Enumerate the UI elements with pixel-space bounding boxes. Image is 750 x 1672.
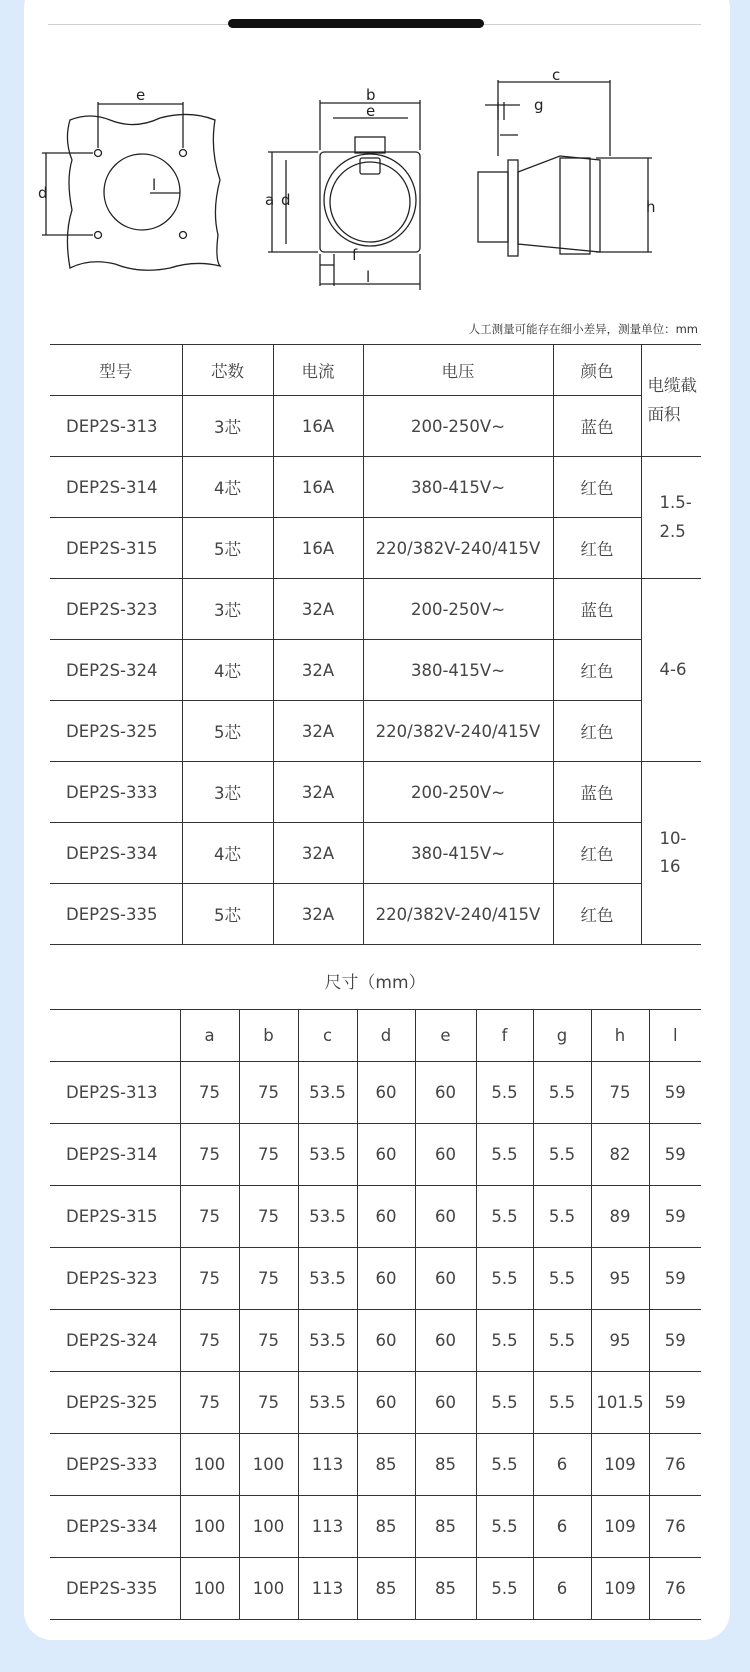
dim-value-cell: 101.5 bbox=[591, 1372, 649, 1434]
dim-l-label: l bbox=[152, 176, 157, 194]
dim-value-cell: 6 bbox=[533, 1434, 591, 1496]
table-row bbox=[50, 579, 701, 640]
dim-value-cell: 60 bbox=[415, 1372, 476, 1434]
dim-value-cell: 5.5 bbox=[533, 1248, 591, 1310]
dim-value-cell: 75 bbox=[239, 1248, 298, 1310]
model-cell: DEP2S-314 bbox=[50, 1124, 180, 1186]
color-cell: 红色 bbox=[553, 518, 641, 579]
voltage-cell: 380-415V~ bbox=[363, 823, 553, 884]
spec-header-row bbox=[50, 345, 701, 396]
dim-e-label: e bbox=[136, 86, 146, 104]
model-cell: DEP2S-313 bbox=[50, 1062, 180, 1124]
dim-value-cell: 75 bbox=[591, 1062, 649, 1124]
header-voltage: 电压 bbox=[363, 345, 553, 396]
dim-d-label-2: d bbox=[281, 191, 291, 209]
dim-value-cell: 5.5 bbox=[533, 1062, 591, 1124]
model-cell: DEP2S-324 bbox=[50, 1310, 180, 1372]
dim-value-cell: 60 bbox=[357, 1186, 415, 1248]
header-f: f bbox=[476, 1010, 533, 1062]
model-cell: DEP2S-334 bbox=[50, 823, 182, 884]
current-cell: 32A bbox=[273, 823, 363, 884]
dim-value-cell: 100 bbox=[180, 1496, 239, 1558]
dim-f-label: f bbox=[352, 246, 358, 264]
cores-cell: 5芯 bbox=[182, 701, 273, 762]
header-color: 颜色 bbox=[553, 345, 641, 396]
dim-value-cell: 76 bbox=[649, 1558, 701, 1620]
voltage-cell: 200-250V~ bbox=[363, 762, 553, 823]
header-blank bbox=[50, 1010, 180, 1062]
dim-value-cell: 113 bbox=[298, 1496, 357, 1558]
dim-value-cell: 5.5 bbox=[533, 1124, 591, 1186]
cable-size-cell: 1.5-2.5 bbox=[641, 457, 701, 579]
voltage-cell: 220/382V-240/415V bbox=[363, 884, 553, 945]
dim-value-cell: 53.5 bbox=[298, 1062, 357, 1124]
dim-value-cell: 60 bbox=[415, 1124, 476, 1186]
dim-value-cell: 95 bbox=[591, 1248, 649, 1310]
dim-value-cell: 109 bbox=[591, 1496, 649, 1558]
header-cable: 电缆截面积 bbox=[641, 345, 701, 457]
current-cell: 32A bbox=[273, 640, 363, 701]
table-row bbox=[50, 1310, 701, 1372]
dimension-table bbox=[50, 1009, 701, 1620]
dim-value-cell: 5.5 bbox=[476, 1124, 533, 1186]
header-l: l bbox=[649, 1010, 701, 1062]
table-row bbox=[50, 1496, 701, 1558]
table-row bbox=[50, 701, 701, 762]
dim-value-cell: 5.5 bbox=[476, 1558, 533, 1620]
current-cell: 16A bbox=[273, 396, 363, 457]
model-cell: DEP2S-323 bbox=[50, 1248, 180, 1310]
dim-value-cell: 60 bbox=[415, 1186, 476, 1248]
dim-value-cell: 100 bbox=[239, 1496, 298, 1558]
model-cell: DEP2S-314 bbox=[50, 457, 182, 518]
model-cell: DEP2S-323 bbox=[50, 579, 182, 640]
header-a: a bbox=[180, 1010, 239, 1062]
dim-value-cell: 76 bbox=[649, 1496, 701, 1558]
dim-value-cell: 75 bbox=[180, 1248, 239, 1310]
dim-g-label: g bbox=[534, 96, 544, 114]
dim-value-cell: 59 bbox=[649, 1062, 701, 1124]
color-cell: 蓝色 bbox=[553, 579, 641, 640]
cable-size-cell: 4-6 bbox=[641, 579, 701, 762]
current-cell: 32A bbox=[273, 884, 363, 945]
dim-value-cell: 6 bbox=[533, 1496, 591, 1558]
table-row bbox=[50, 640, 701, 701]
cores-cell: 4芯 bbox=[182, 640, 273, 701]
cores-cell: 3芯 bbox=[182, 579, 273, 640]
voltage-cell: 220/382V-240/415V bbox=[363, 701, 553, 762]
voltage-cell: 200-250V~ bbox=[363, 579, 553, 640]
model-cell: DEP2S-325 bbox=[50, 701, 182, 762]
dim-value-cell: 6 bbox=[533, 1558, 591, 1620]
dim-value-cell: 95 bbox=[591, 1310, 649, 1372]
dim-value-cell: 59 bbox=[649, 1124, 701, 1186]
dim-value-cell: 100 bbox=[180, 1434, 239, 1496]
panel-cutout-drawing bbox=[42, 102, 220, 270]
dim-value-cell: 53.5 bbox=[298, 1186, 357, 1248]
dimension-caption: 尺寸（mm） bbox=[324, 973, 426, 993]
dim-value-cell: 82 bbox=[591, 1124, 649, 1186]
dimension-diagram bbox=[0, 60, 750, 320]
cores-cell: 3芯 bbox=[182, 396, 273, 457]
cores-cell: 4芯 bbox=[182, 457, 273, 518]
side-view-drawing bbox=[478, 80, 652, 256]
dim-value-cell: 60 bbox=[357, 1124, 415, 1186]
dim-value-cell: 53.5 bbox=[298, 1248, 357, 1310]
model-cell: DEP2S-335 bbox=[50, 884, 182, 945]
model-cell: DEP2S-334 bbox=[50, 1496, 180, 1558]
model-cell: DEP2S-315 bbox=[50, 1186, 180, 1248]
table-row bbox=[50, 1434, 701, 1496]
spec-table bbox=[50, 344, 701, 945]
cores-cell: 5芯 bbox=[182, 518, 273, 579]
dim-value-cell: 60 bbox=[415, 1310, 476, 1372]
voltage-cell: 200-250V~ bbox=[363, 396, 553, 457]
color-cell: 红色 bbox=[553, 884, 641, 945]
dim-l-label-2: l bbox=[366, 268, 371, 286]
current-cell: 16A bbox=[273, 457, 363, 518]
dim-value-cell: 75 bbox=[180, 1062, 239, 1124]
model-cell: DEP2S-333 bbox=[50, 1434, 180, 1496]
table-row bbox=[50, 457, 701, 518]
model-cell: DEP2S-333 bbox=[50, 762, 182, 823]
dim-value-cell: 5.5 bbox=[533, 1372, 591, 1434]
dim-c-label: c bbox=[552, 66, 561, 84]
table-row bbox=[50, 884, 701, 945]
dim-header-row bbox=[50, 1010, 701, 1062]
model-cell: DEP2S-335 bbox=[50, 1558, 180, 1620]
model-cell: DEP2S-324 bbox=[50, 640, 182, 701]
dim-value-cell: 85 bbox=[357, 1496, 415, 1558]
header-e: e bbox=[415, 1010, 476, 1062]
dim-value-cell: 109 bbox=[591, 1434, 649, 1496]
dim-value-cell: 75 bbox=[239, 1062, 298, 1124]
dim-value-cell: 5.5 bbox=[476, 1372, 533, 1434]
dim-value-cell: 75 bbox=[239, 1186, 298, 1248]
dim-a-label: a bbox=[265, 191, 275, 209]
current-cell: 32A bbox=[273, 762, 363, 823]
dim-value-cell: 85 bbox=[415, 1496, 476, 1558]
model-cell: DEP2S-313 bbox=[50, 396, 182, 457]
dim-value-cell: 100 bbox=[180, 1558, 239, 1620]
voltage-cell: 220/382V-240/415V bbox=[363, 518, 553, 579]
dim-e-label-2: e bbox=[366, 102, 376, 120]
header-model: 型号 bbox=[50, 345, 182, 396]
dim-value-cell: 53.5 bbox=[298, 1124, 357, 1186]
table-row bbox=[50, 1558, 701, 1620]
table-row bbox=[50, 1372, 701, 1434]
table-row bbox=[50, 762, 701, 823]
dim-value-cell: 60 bbox=[357, 1310, 415, 1372]
dim-value-cell: 75 bbox=[180, 1186, 239, 1248]
dim-value-cell: 60 bbox=[357, 1372, 415, 1434]
dim-value-cell: 85 bbox=[415, 1434, 476, 1496]
cable-size-cell: 10-16 bbox=[641, 762, 701, 945]
header-current: 电流 bbox=[273, 345, 363, 396]
cores-cell: 3芯 bbox=[182, 762, 273, 823]
header-b: b bbox=[239, 1010, 298, 1062]
dim-value-cell: 100 bbox=[239, 1558, 298, 1620]
model-cell: DEP2S-315 bbox=[50, 518, 182, 579]
dim-value-cell: 5.5 bbox=[476, 1434, 533, 1496]
dim-value-cell: 85 bbox=[415, 1558, 476, 1620]
dim-value-cell: 5.5 bbox=[533, 1310, 591, 1372]
color-cell: 红色 bbox=[553, 457, 641, 518]
dim-value-cell: 5.5 bbox=[476, 1186, 533, 1248]
header-d: d bbox=[357, 1010, 415, 1062]
table-row bbox=[50, 1248, 701, 1310]
dim-value-cell: 53.5 bbox=[298, 1310, 357, 1372]
measurement-note: 人工测量可能存在细小差异，测量单位：mm bbox=[468, 322, 698, 336]
dim-value-cell: 75 bbox=[180, 1124, 239, 1186]
header-c: c bbox=[298, 1010, 357, 1062]
dim-value-cell: 75 bbox=[180, 1310, 239, 1372]
dim-value-cell: 53.5 bbox=[298, 1372, 357, 1434]
color-cell: 蓝色 bbox=[553, 762, 641, 823]
dim-value-cell: 89 bbox=[591, 1186, 649, 1248]
current-cell: 16A bbox=[273, 518, 363, 579]
table-row bbox=[50, 518, 701, 579]
dim-value-cell: 75 bbox=[239, 1310, 298, 1372]
dim-d-label: d bbox=[38, 184, 48, 202]
dim-value-cell: 113 bbox=[298, 1434, 357, 1496]
dim-value-cell: 100 bbox=[239, 1434, 298, 1496]
header-cores: 芯数 bbox=[182, 345, 273, 396]
dim-value-cell: 85 bbox=[357, 1558, 415, 1620]
dim-value-cell: 59 bbox=[649, 1372, 701, 1434]
dim-value-cell: 5.5 bbox=[476, 1496, 533, 1558]
dim-value-cell: 113 bbox=[298, 1558, 357, 1620]
table-row bbox=[50, 823, 701, 884]
voltage-cell: 380-415V~ bbox=[363, 457, 553, 518]
dim-value-cell: 5.5 bbox=[476, 1248, 533, 1310]
color-cell: 红色 bbox=[553, 823, 641, 884]
table-row bbox=[50, 1062, 701, 1124]
dim-value-cell: 75 bbox=[239, 1124, 298, 1186]
dim-value-cell: 109 bbox=[591, 1558, 649, 1620]
dim-value-cell: 5.5 bbox=[476, 1062, 533, 1124]
dim-value-cell: 5.5 bbox=[476, 1310, 533, 1372]
dim-value-cell: 60 bbox=[415, 1062, 476, 1124]
dim-value-cell: 60 bbox=[357, 1248, 415, 1310]
color-cell: 红色 bbox=[553, 640, 641, 701]
table-row bbox=[50, 1124, 701, 1186]
dim-value-cell: 85 bbox=[357, 1434, 415, 1496]
model-cell: DEP2S-325 bbox=[50, 1372, 180, 1434]
dim-h-label: h bbox=[646, 198, 656, 216]
dim-value-cell: 76 bbox=[649, 1434, 701, 1496]
header-g: g bbox=[533, 1010, 591, 1062]
current-cell: 32A bbox=[273, 701, 363, 762]
cores-cell: 4芯 bbox=[182, 823, 273, 884]
dim-value-cell: 75 bbox=[180, 1372, 239, 1434]
dim-value-cell: 5.5 bbox=[533, 1186, 591, 1248]
dim-value-cell: 59 bbox=[649, 1310, 701, 1372]
voltage-cell: 380-415V~ bbox=[363, 640, 553, 701]
dim-value-cell: 60 bbox=[415, 1248, 476, 1310]
table-row bbox=[50, 396, 701, 457]
color-cell: 蓝色 bbox=[553, 396, 641, 457]
current-cell: 32A bbox=[273, 579, 363, 640]
header-h: h bbox=[591, 1010, 649, 1062]
front-view-drawing bbox=[268, 100, 420, 290]
dim-value-cell: 59 bbox=[649, 1248, 701, 1310]
dim-value-cell: 60 bbox=[357, 1062, 415, 1124]
cores-cell: 5芯 bbox=[182, 884, 273, 945]
dim-value-cell: 75 bbox=[239, 1372, 298, 1434]
dim-b-label: b bbox=[366, 86, 376, 104]
dim-value-cell: 59 bbox=[649, 1186, 701, 1248]
drag-handle bbox=[228, 19, 484, 28]
color-cell: 红色 bbox=[553, 701, 641, 762]
table-row bbox=[50, 1186, 701, 1248]
